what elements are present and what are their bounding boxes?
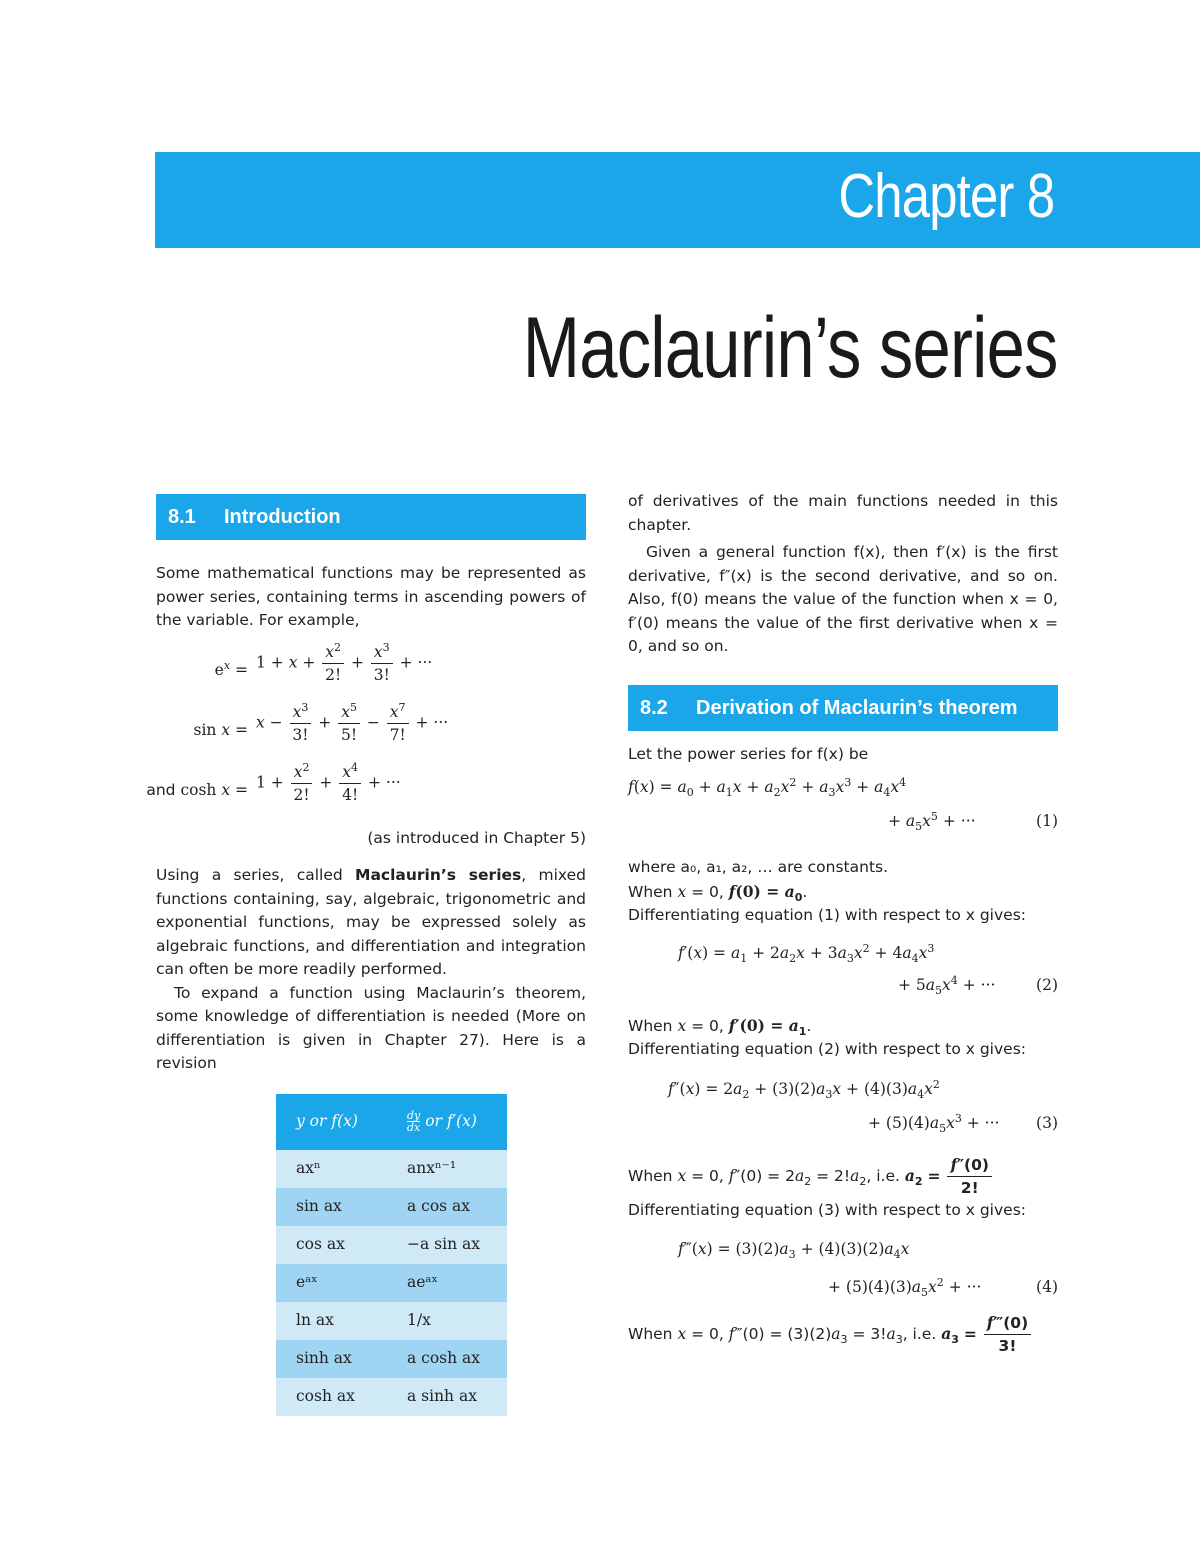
chapter-band	[155, 152, 1200, 248]
when-0-a1: When x = 0, $f'(0) = a_1$.	[628, 1015, 812, 1038]
where-sentence: where a₀, a₁, a₂, … are constants.	[628, 858, 889, 876]
right-column	[628, 490, 1058, 1357]
intro-paragraph: Some mathematical functions may be represented as power series, containing terms in ascending powers of the variable. For example,	[156, 564, 586, 629]
maclaurin-paragraph: Using a series, called Maclaurin’s series, mixed functions containing, say, algebraic, trigonometric and exponential functions, may be expressed solely as algebraic functions, and differentiation and integration can often be more readily performed.	[156, 866, 586, 978]
example-series	[146, 640, 586, 821]
table-row: sin ax a cos ax	[276, 1188, 507, 1226]
section-number: 8.1	[168, 506, 196, 528]
let-sentence: Let the power series for f(x) be	[628, 744, 869, 763]
diff-eq1-sentence: Differentiating equation (1) with respect to x gives:	[628, 906, 1026, 924]
left-column	[146, 494, 586, 1416]
equation-4: f‴(x) = $(3)(2)a_3 + (4)(3)(2)a_4x$ + $(5)(4)(3)a_5x^2$ + ··· (4)	[678, 1240, 1058, 1300]
given-paragraph: Given a general function f(x), then f′(x) is the first derivative, f″(x) is the second derivative, and so on. Also, f(0) means the value of the function when x = 0, f′(0) means the value of the first derivative when x = 0, and so on.	[628, 543, 1058, 655]
section-title: Derivation of Maclaurin’s theorem	[696, 696, 1018, 719]
diff-eq3-sentence: Differentiating equation (3) with respect to x gives:	[628, 1200, 1026, 1219]
chapter-title: Maclaurin’s series	[523, 300, 1058, 396]
continued-paragraph: of derivatives of the main functions needed in this chapter.	[628, 492, 1058, 534]
section-heading-8-2	[628, 685, 1058, 731]
equation-3: $f''(x) = 2a_2 + (3)(2)a_3x + (4)(3)a_4x^2$ + $(5)(4)a_5x^3$ + ··· (3)	[668, 1077, 1058, 1135]
table-header-row	[276, 1094, 507, 1150]
section-title: Introduction	[224, 506, 341, 528]
equation-1: $f(x) = a_0 + a_1x + a_2x^2 + a_3x^3 + a_4x^4$ + $a_5x^5$ + ··· (1)	[628, 775, 1058, 834]
table-header-function: y or f(x)	[276, 1094, 387, 1150]
expand-paragraph: To expand a function using Maclaurin’s theorem, some knowledge of differentiation is needed (More on differentiation is given in Chapter 27). Here is a revision	[156, 983, 586, 1072]
chapter-reference: (as introduced in Chapter 5)	[367, 828, 586, 847]
series-exp: $e^x$ = 1 + x + $\frac{x^2}{2!}$ + $\frac{x^3}{3!}$ + ···	[214, 640, 433, 684]
section-number: 8.2	[640, 696, 668, 719]
table-row: cosh ax a sinh ax	[276, 1378, 507, 1416]
when-0-a3: When x = 0, f‴(0) = $(3)(2)a_3 = 3!a_3$, i.e. $a_3$ = $\frac{f‴(0)}{3!}$	[628, 1312, 1058, 1357]
when-0-a0: When x = 0, $f(0) = a_0$.	[628, 881, 808, 904]
derivatives-table	[276, 1094, 507, 1416]
chapter-label: Chapter 8	[838, 162, 1054, 231]
table-row: axⁿ anxⁿ⁻¹	[276, 1150, 507, 1188]
when-0-a2: When x = 0, $f''(0) = 2a_2 = 2!a_2$, i.e. $a_2$ = $\frac{f''(0)}{2!}$	[628, 1154, 1058, 1199]
table-row: cos ax −a sin ax	[276, 1226, 507, 1264]
series-cosh: and cosh x = 1 + $\frac{x^2}{2!}$ + $\frac{x^4}{4!}$ + ···	[146, 760, 401, 804]
table-row: ln ax 1/x	[276, 1302, 507, 1340]
series-sin: sin x = x − $\frac{x^3}{3!}$ + $\frac{x^5}{5!}$ − $\frac{x^7}{7!}$ + ···	[193, 700, 449, 744]
diff-eq2-sentence: Differentiating equation (2) with respect to x gives:	[628, 1040, 1026, 1058]
table-header-derivative: $\frac{dy}{dx}$ or f′(x)	[387, 1094, 507, 1150]
section-heading-8-1	[156, 494, 586, 540]
table-row: sinh ax a cosh ax	[276, 1340, 507, 1378]
equation-2: $f'(x) = a_1 + 2a_2x + 3a_3x^2 + 4a_4x^3$ + $5a_5x^4$ + ··· (2)	[678, 941, 1058, 997]
table-row: eᵃˣ aeᵃˣ	[276, 1264, 507, 1302]
